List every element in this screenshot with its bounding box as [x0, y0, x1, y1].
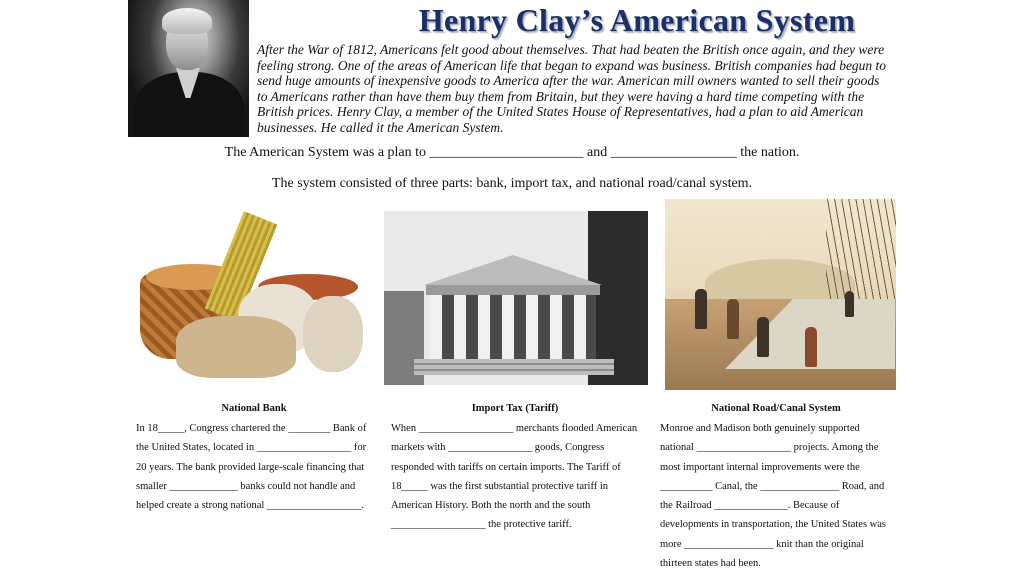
bundle-shape: [176, 316, 296, 378]
worker-figure: [805, 327, 817, 367]
national-bank-section: [136, 400, 372, 515]
national-road-image: [665, 199, 896, 390]
national-road-heading: National Road/Canal System: [711, 403, 841, 414]
entablature-shape: [426, 285, 600, 295]
sack-shape: [303, 296, 363, 372]
worker-figure: [845, 291, 854, 317]
national-bank-heading: National Bank: [221, 403, 287, 414]
import-tax-text: When __________________ merchants flooded American markets with ________________ goods, Congress responded with tariffs on certain imports. The Tariff of 18_____ was the first substantial protective tariff in American History. Both the north and the south __________________ the protective tariff.: [391, 423, 638, 531]
henry-clay-portrait: [128, 0, 249, 137]
national-bank-text: In 18_____, Congress chartered the ________ Bank of the United States, located in __________________ for 20 years. The bank provided large-scale financing that smaller _____________ banks could not handle and helped create a strong national __________________.: [136, 423, 367, 512]
national-bank-image: [128, 204, 372, 393]
worker-figure: [727, 299, 739, 339]
national-road-text: Monroe and Madison both genuinely supported national __________________ projects. Among the most important internal improvements were the __________ Canal, the _______________ Road, and the Railroad ______________. Because of developments in transportation, the United States was more _________________ knit than the original thirteen states had been.: [660, 423, 886, 570]
plan-statement: The American System was a plan to ______________________ and __________________ the nation.: [224, 145, 800, 160]
import-tax-heading: Import Tax (Tariff): [471, 403, 559, 414]
parts-statement: The system consisted of three parts: bank, import tax, and national road/canal system.: [271, 176, 753, 191]
worker-figure: [757, 317, 769, 357]
import-tax-section: [391, 400, 639, 535]
page-title: Henry Clay’s American System: [418, 2, 856, 38]
steps-shape: [414, 359, 614, 375]
intro-paragraph: After the War of 1812, Americans felt good about themselves. That had beaten the British once again, and they were feeling strong. One of the areas of American life that began to expand was business. British companies had begun to send huge amounts of inexpensive goods to America after the war. American mill owners wanted to sell their goods to Americans rather than have them buy them from Britain, but they were having a hard time competing with the British prices. Henry Clay, a member of the United States House of Representatives, had a plan to aid American businesses. He called it the American System.: [257, 42, 887, 135]
national-road-section: [660, 400, 892, 573]
portrait-hair: [162, 8, 212, 34]
columns-shape: [430, 295, 596, 359]
trees-shape: [826, 199, 896, 309]
pediment-shape: [424, 255, 602, 285]
worker-figure: [695, 289, 707, 329]
import-tax-image: [384, 211, 648, 385]
